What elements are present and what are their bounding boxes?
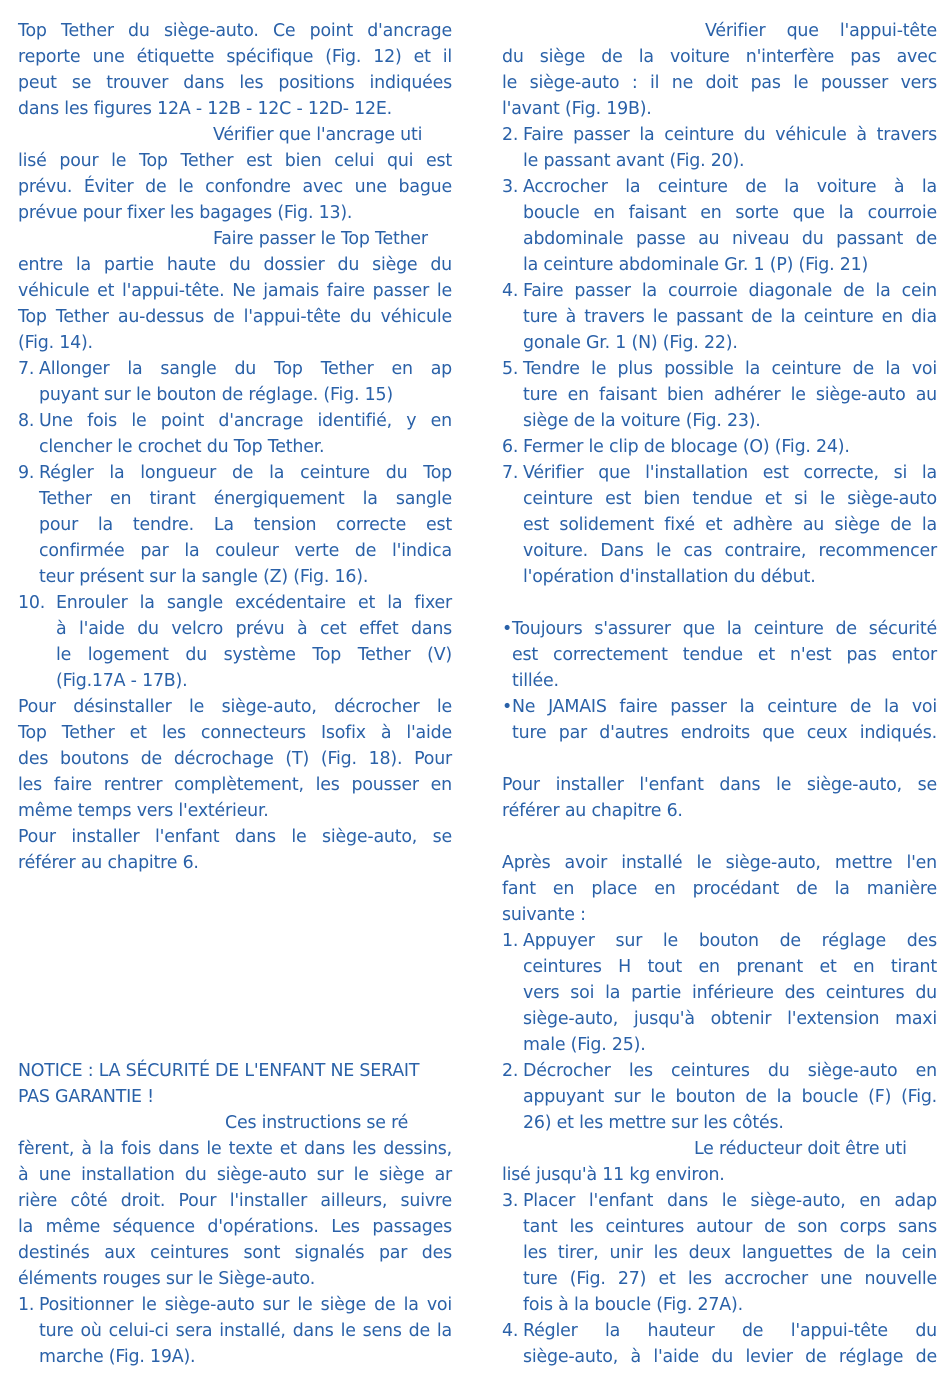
list-item-text: Une fois le point d'ancrage identifié, y en [39,411,452,431]
text-line: voiture. Dans le cas contraire, recommencer [523,541,937,561]
text-line: Top Tether et les connecteurs Isofix à l'aide [18,723,452,743]
text-line: ture où celui-ci sera installé, dans le sens de la [39,1321,452,1341]
text-line: Après avoir installé le siège-auto, mettre l'en [502,853,937,873]
blank-line [18,1032,452,1058]
list-number: 6. [502,437,519,457]
text-line: Pour installer l'enfant dans le siège-auto, se [18,827,452,847]
list-item-text: Régler la longueur de la ceinture du Top [39,463,452,483]
list-item-text: Toujours s'assurer que la ceinture de sécurité [512,619,937,639]
text-line: confirmée par la couleur verte de l'indica [39,541,452,561]
text-line: abdominale passe au niveau du passant de [523,229,937,249]
list-number: 5. [502,359,519,379]
list-number: 8. [18,411,35,431]
list-item-text: Faire passer la ceinture du véhicule à travers [523,125,937,145]
list-item-text: Tendre le plus possible la ceinture de la voi [523,359,937,379]
text-line: suivante : [502,905,586,925]
blank-line [18,928,452,954]
list-item-text: Décrocher les ceintures du siège-auto en [523,1061,937,1081]
text-line: fèrent, à la fois dans le texte et dans les dessins, [18,1139,452,1159]
list-item [502,1188,937,1214]
text-line: pour la tendre. La tension correcte est [39,515,452,535]
blank-line [18,902,452,928]
list-item-text: Appuyer sur le bouton de réglage des [523,931,937,951]
text-line: dans les figures 12A - 12B - 12C - 12D- 12E. [18,99,393,119]
text-line: Top Tether du siège-auto. Ce point d'ancrage [18,21,452,41]
blank-line [502,824,937,850]
text-line: fois à la boucle (Fig. 27A). [523,1295,743,1315]
text-line: référer au chapitre 6. [18,853,199,873]
text-line: ceinture est bien tendue et si le siège-auto [523,489,937,509]
text-line: rière côté droit. Pour l'installer ailleurs, suivre [18,1191,452,1211]
list-number: 4. [502,281,519,301]
text-line: Vérifier que l'appui-tête [705,21,937,41]
text-line: même temps vers l'extérieur. [18,801,269,821]
text-line: la même séquence d'opérations. Les passages [18,1217,452,1237]
text-line: appuyant sur le bouton de la boucle (F) (Fig. [523,1087,937,1107]
text-line: clencher le crochet du Top Tether. [39,437,325,457]
text-line: siège-auto, à l'aide du levier de réglage de [523,1347,937,1367]
text-line: siège de la voiture (Fig. 23). [523,411,761,431]
text-line: 26) et les mettre sur les côtés. [523,1113,784,1133]
text-line: destinés aux ceintures sont signalés par des [18,1243,452,1263]
text-line: ture à travers le passant de la ceinture en dia [523,307,937,327]
text-line: gonale Gr. 1 (N) (Fig. 22). [523,333,738,353]
list-item [502,278,937,304]
list-item [502,1318,937,1344]
text-line: Top Tether au-dessus de l'appui-tête du véhicule [18,307,452,327]
text-line: ture par d'autres endroits que ceux indiqués. [512,723,937,743]
text-line: peut se trouver dans les positions indiquées [18,73,452,93]
bullet-item [502,616,937,642]
text-line: tillée. [512,671,559,691]
text-line: fant en place en procédant de la manière [502,879,937,899]
list-item-text: Enrouler la sangle excédentaire et la fixer [56,593,452,613]
blank-line [18,980,452,1006]
list-item-text: Ne JAMAIS faire passer la ceinture de la voi [512,697,937,717]
text-line: vers soi la partie inférieure des ceintures du [523,983,937,1003]
blank-line [18,954,452,980]
list-item [18,356,452,382]
text-line: le logement du système Top Tether (V) [56,645,452,665]
list-number: 3. [502,177,519,197]
text-line: le siège-auto : il ne doit pas le pousser vers [502,73,937,93]
list-number: 4. [502,1321,519,1341]
text-line: Le réducteur doit être uti [694,1139,907,1159]
text-line: ture en faisant bien adhérer le siège-auto au [523,385,937,405]
right-column [502,18,937,1370]
text-line: l'opération d'installation du début. [523,567,816,587]
blank-line [18,1006,452,1032]
list-item-text: Fermer le clip de blocage (O) (Fig. 24). [523,437,850,457]
list-item-text: Allonger la sangle du Top Tether en ap [39,359,452,379]
text-line: prévu. Éviter de le confondre avec une bague [18,177,452,197]
text-line: ceintures H tout en prenant et en tirant [523,957,937,977]
list-number: 7. [502,463,519,483]
text-line: marche (Fig. 19A). [39,1347,196,1367]
text-line: du siège de la voiture n'interfère pas avec [502,47,937,67]
list-number: 7. [18,359,35,379]
text-line: (Fig. 14). [18,333,93,353]
text-line: des boutons de décrochage (T) (Fig. 18). Pour [18,749,452,769]
text-line: tant les ceintures autour de son corps sans [523,1217,937,1237]
list-item [502,434,937,460]
list-item-text: Placer l'enfant dans le siège-auto, en adap [523,1191,937,1211]
text-line: Faire passer le Top Tether [213,229,428,249]
text-line: est solidement fixé et adhère au siège de la [523,515,937,535]
text-line: véhicule et l'appui-tête. Ne jamais faire passer le [18,281,452,301]
text-line: ture (Fig. 27) et les accrocher une nouvelle [523,1269,937,1289]
list-item [18,460,452,486]
blank-line [502,590,937,616]
list-item [502,122,937,148]
left-column [18,18,452,1370]
text-line: reporte une étiquette spécifique (Fig. 12) et il [18,47,452,67]
text-line: Vérifier que l'ancrage uti [213,125,423,145]
list-item [502,928,937,954]
text-line: entre la partie haute du dossier du siège du [18,255,452,275]
text-line: à l'aide du velcro prévu à cet effet dans [56,619,452,639]
list-number: 1. [502,931,519,951]
list-item-text: Accrocher la ceinture de la voiture à la [523,177,937,197]
list-item-text: Positionner le siège-auto sur le siège de la voi [39,1295,452,1315]
text-line: NOTICE : LA SÉCURITÉ DE L'ENFANT NE SERAIT [18,1061,420,1081]
text-line: à une installation du siège-auto sur le siège ar [18,1165,452,1185]
list-number: 2. [502,125,519,145]
text-line: (Fig.17A - 17B). [56,671,188,691]
list-item [502,356,937,382]
text-line: l'avant (Fig. 19B). [502,99,652,119]
list-number: 1. [18,1295,35,1315]
bullet-item [502,694,937,720]
list-item [502,460,937,486]
text-line: Tether en tirant énergiquement la sangle [39,489,452,509]
text-line: teur présent sur la sangle (Z) (Fig. 16). [39,567,369,587]
list-number: 2. [502,1061,519,1081]
list-item [502,174,937,200]
list-number: 3. [502,1191,519,1211]
list-item [18,1292,452,1318]
text-line: Pour installer l'enfant dans le siège-auto, se [502,775,937,795]
bullet-marker: • [502,619,513,639]
list-number: 10. [18,593,46,613]
bullet-marker: • [502,697,513,717]
text-line: boucle en faisant en sorte que la courroie [523,203,937,223]
text-line: est correctement tendue et n'est pas entor [512,645,937,665]
text-line: puyant sur le bouton de réglage. (Fig. 15) [39,385,393,405]
list-item-text: Régler la hauteur de l'appui-tête du [523,1321,937,1341]
text-line: le passant avant (Fig. 20). [523,151,745,171]
blank-line [502,746,937,772]
blank-line [18,876,452,902]
text-line: référer au chapitre 6. [502,801,683,821]
list-number: 9. [18,463,35,483]
text-line: prévue pour fixer les bagages (Fig. 13). [18,203,353,223]
text-line: la ceinture abdominale Gr. 1 (P) (Fig. 21) [523,255,869,275]
list-item [18,408,452,434]
list-item [18,590,452,616]
text-line: male (Fig. 25). [523,1035,646,1055]
text-line: PAS GARANTIE ! [18,1087,154,1107]
list-item-text: Vérifier que l'installation est correcte, si la [523,463,937,483]
text-line: éléments rouges sur le Siège-auto. [18,1269,316,1289]
text-line: Ces instructions se ré [225,1113,409,1133]
text-line: lisé jusqu'à 11 kg environ. [502,1165,725,1185]
text-line: les faire rentrer complètement, les pousser en [18,775,452,795]
text-line: lisé pour le Top Tether est bien celui qui est [18,151,452,171]
text-line: les tirer, unir les deux languettes de la cein [523,1243,937,1263]
list-item-text: Faire passer la courroie diagonale de la cein [523,281,937,301]
text-line: siège-auto, jusqu'à obtenir l'extension maxi [523,1009,937,1029]
list-item [502,1058,937,1084]
text-line: Pour désinstaller le siège-auto, décrocher le [18,697,452,717]
